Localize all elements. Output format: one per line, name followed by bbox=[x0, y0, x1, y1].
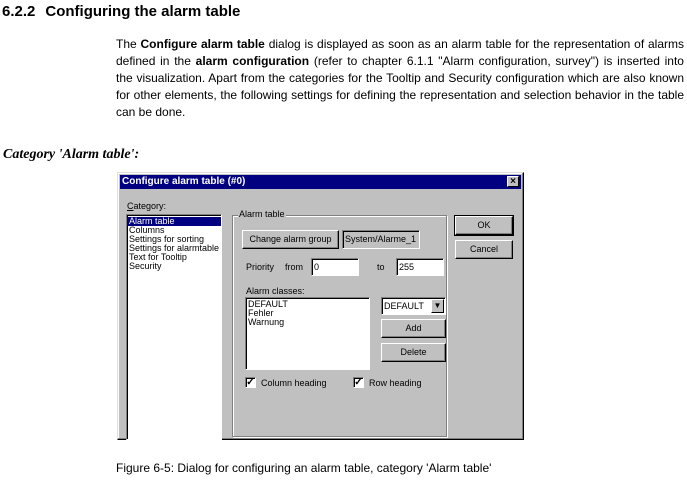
delete-button[interactable]: Delete bbox=[381, 343, 446, 362]
category-item-settings-for-alarmtable[interactable]: Settings for alarmtable bbox=[129, 243, 220, 253]
to-label: to bbox=[377, 262, 385, 272]
column-heading-checkbox[interactable]: ✓ bbox=[246, 377, 255, 388]
category-item-settings-for-sorting[interactable]: Settings for sorting bbox=[129, 234, 205, 244]
paragraph-bold-dialog-name: Configure alarm table bbox=[140, 37, 265, 51]
close-button[interactable] bbox=[507, 176, 519, 187]
alarm-class-item[interactable]: DEFAULT bbox=[248, 299, 288, 309]
priority-label: Priority bbox=[246, 262, 275, 272]
from-label: from bbox=[285, 262, 303, 272]
alarm-classes-list[interactable] bbox=[245, 297, 370, 370]
close-icon: × bbox=[510, 176, 516, 187]
section-title: Configuring the alarm table bbox=[45, 3, 241, 20]
ok-button[interactable]: OK bbox=[455, 216, 513, 235]
alarm-class-select-value: DEFAULT bbox=[384, 301, 424, 311]
add-button[interactable]: Add bbox=[381, 319, 446, 338]
category-item-columns[interactable]: Columns bbox=[129, 225, 165, 235]
column-heading-label: Column heading bbox=[261, 378, 327, 388]
chevron-down-icon[interactable]: ▼ bbox=[431, 299, 444, 313]
change-alarm-group-button[interactable]: Change alarm group bbox=[242, 230, 339, 249]
alarm-class-select[interactable] bbox=[381, 297, 446, 315]
section-number: 6.2.2 bbox=[2, 3, 36, 20]
section-heading bbox=[2, 3, 240, 20]
paragraph-text-2: dialog is displayed as soon as an alarm table for the representation of alarms defined in the bbox=[116, 37, 685, 68]
alarm-class-item[interactable]: Warnung bbox=[248, 317, 285, 327]
paragraph-text-1: The bbox=[116, 37, 141, 51]
category-list[interactable] bbox=[126, 214, 222, 440]
alarm-class-item[interactable]: Fehler bbox=[248, 308, 274, 318]
alarm-group-field: System/Alarme_1 bbox=[342, 230, 420, 249]
figure-caption: Figure 6-5: Dialog for configuring an alarm table, category 'Alarm table' bbox=[116, 461, 492, 475]
dialog-title: Configure alarm table (#0) bbox=[122, 176, 246, 187]
paragraph-text-3: (refer to chapter 6.1.1 "Alarm configuration, survey") is inserted into the visualization. Apart from the categories for the Tooltip and Security configuration which are also known for other elements, the following settings for defining the representation and selection behavior in the table can be done. bbox=[116, 54, 684, 119]
dialog-titlebar bbox=[120, 175, 521, 189]
intro-paragraph bbox=[116, 36, 684, 121]
category-label: Category: bbox=[127, 201, 167, 211]
category-item-text-for-tooltip[interactable]: Text for Tooltip bbox=[129, 252, 187, 262]
priority-to-input[interactable]: 255 bbox=[396, 258, 444, 276]
groupbox-title: Alarm table bbox=[239, 209, 285, 219]
configure-alarm-table-dialog bbox=[117, 172, 524, 440]
category-caption: Category 'Alarm table': bbox=[3, 147, 140, 162]
alarm-classes-label: Alarm classes: bbox=[246, 286, 305, 296]
priority-from-input[interactable]: 0 bbox=[311, 258, 359, 276]
category-item-security[interactable]: Security bbox=[129, 261, 162, 271]
cancel-button[interactable]: Cancel bbox=[455, 240, 513, 259]
row-heading-label: Row heading bbox=[369, 378, 422, 388]
category-item-alarm-table[interactable]: Alarm table bbox=[127, 217, 221, 226]
paragraph-bold-alarm-configuration: alarm configuration bbox=[195, 54, 310, 68]
row-heading-checkbox[interactable]: ✓ bbox=[354, 377, 363, 388]
